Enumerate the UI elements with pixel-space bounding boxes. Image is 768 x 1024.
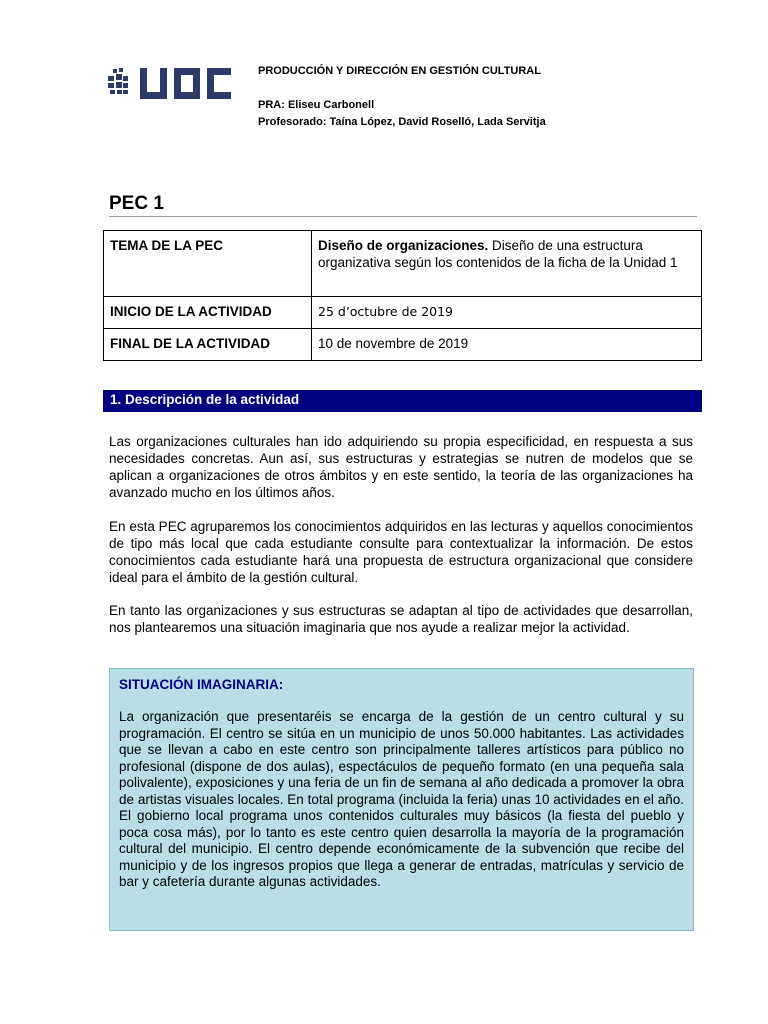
activity-info-table (103, 230, 702, 361)
table-row (104, 231, 702, 297)
situation-text: La organización que presentaréis se encarga de la gestión de un centro cultural y su programación. El centro se sitúa en un municipio de unos 50.000 habitantes. Las actividades que se llevan a cabo en este centro son principalmente talleres artísticos para público no profesional (dispone de dos aulas), espectáculos de pequeño formato (en una pequeña sala polivalente), exposiciones y una feria de un fin de semana al año dedicada a promover la obra de artistas visuales locales. En total programa (incluida la feria) unas 10 actividades en el año. El gobierno local programa unos contenidos culturales muy básicos (la fiesta del pueblo y poca cosa más), por lo tanto es este centro quien desarrolla la mayoría de la programación cultural del municipio. El centro depende económicamente de la subvención que recibe del municipio y de los ingresos propios que llega a generar de entradas, matrículas y servicio de bar y cafetería durante algunas actividades. (119, 709, 684, 889)
start-date: 25 d’octubre de 2019 (312, 297, 702, 329)
table-row (104, 297, 702, 329)
table-value (312, 231, 702, 297)
topic-rest: Diseño de una estructura organizativa según los contenidos de la ficha de la Unidad 1 (318, 238, 678, 270)
section-heading: 1. Descripción de la actividad (103, 390, 702, 412)
paragraph: Las organizaciones culturales han ido adquiriendo su propia especificidad, en respuesta a sus necesidades concretas. Aun así, sus estructuras y estrategias se nutren de modelos que se aplican a organizaciones de otros ámbitos y en este sentido, la teoría de las organizaciones ha avanzado mucho en los últimos años. (109, 434, 693, 500)
situation-title: SITUACIÓN IMAGINARIA: (119, 677, 284, 692)
course-title: PRODUCCIÓN Y DIRECCIÓN EN GESTIÓN CULTURAL (258, 65, 541, 77)
paragraph: En tanto las organizaciones y sus estructuras se adaptan al tipo de actividades que desarrollan, nos plantearemos una situación imaginaria que nos ayude a realizar mejor la actividad. (109, 603, 693, 635)
page-title: PEC 1 (109, 193, 164, 214)
professors-line: Profesorado: Taína López, David Roselló, Lada Servitja (258, 116, 546, 128)
uoc-logo (108, 64, 242, 104)
header-info (258, 63, 546, 131)
title-divider (109, 216, 697, 217)
situation-box (109, 668, 694, 931)
table-row (104, 329, 702, 361)
paragraph: En esta PEC agruparemos los conocimientos adquiridos en las lecturas y aquellos conocimientos de tipo más local que cada estudiante consulte para contextualizar la información. De estos conocimientos cada estudiante hará una propuesta de estructura organizacional que considere ideal para el ámbito de la gestión cultural. (109, 519, 693, 585)
topic-bold: Diseño de organizaciones. (318, 238, 489, 253)
table-key: FINAL DE LA ACTIVIDAD (104, 329, 312, 361)
pra-line: PRA: Eliseu Carbonell (258, 99, 375, 111)
table-key: INICIO DE LA ACTIVIDAD (104, 297, 312, 329)
end-date: 10 de novembre de 2019 (312, 329, 702, 361)
table-key: TEMA DE LA PEC (104, 231, 312, 297)
uoc-logo-icon (108, 64, 242, 104)
